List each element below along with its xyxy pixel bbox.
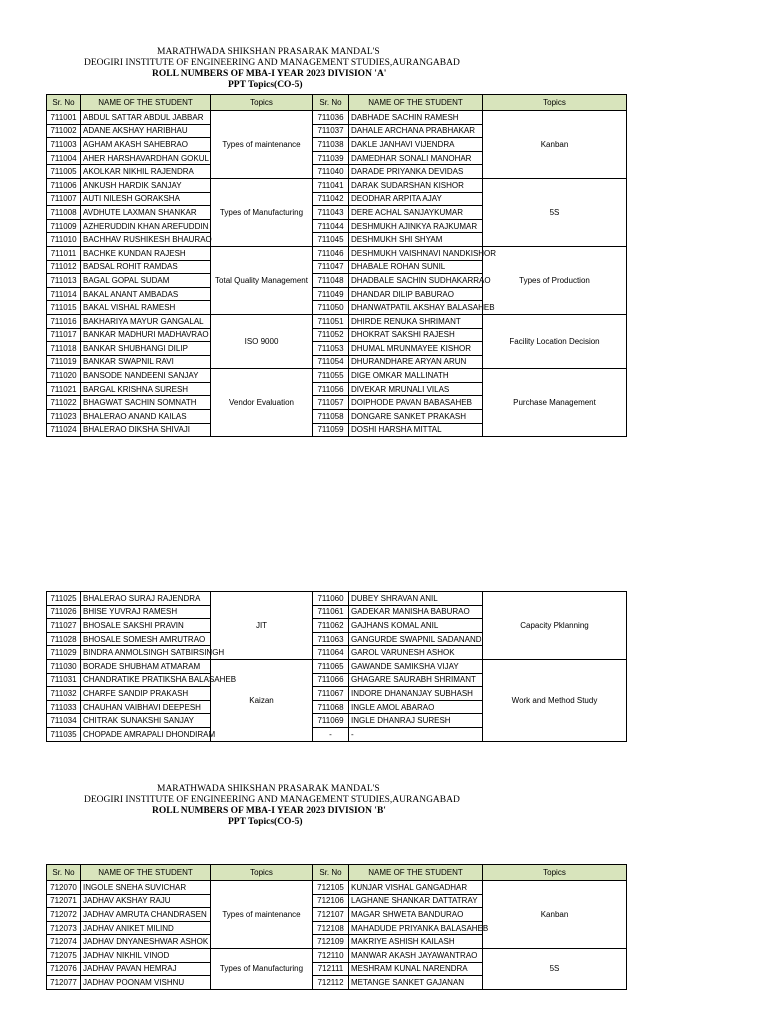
student-name: INGLE DHANRAJ SURESH	[349, 714, 483, 728]
student-name: DIGE OMKAR MALLINATH	[349, 369, 483, 383]
student-name: DOIPHODE PAVAN BABASAHEB	[349, 396, 483, 410]
roll-number: 712076	[47, 962, 81, 976]
student-name: GANGURDE SWAPNIL SADANAND	[349, 632, 483, 646]
roll-number: 711021	[47, 382, 81, 396]
roll-number: 711046	[313, 246, 349, 260]
student-name: BHALERAO SURAJ RAJENDRA	[81, 592, 211, 606]
roll-number: 711049	[313, 287, 349, 301]
column-header: Topics	[211, 865, 313, 881]
roll-number: 711029	[47, 646, 81, 660]
student-name: DUBEY SHRAVAN ANIL	[349, 592, 483, 606]
column-header: Sr. No	[47, 865, 81, 881]
roll-number: 711062	[313, 619, 349, 633]
student-name: BHAGWAT SACHIN SOMNATH	[81, 396, 211, 410]
roll-number: 711005	[47, 165, 81, 179]
topic-cell: Facility Location Decision	[483, 314, 627, 368]
student-name: DAMEDHAR SONALI MANOHAR	[349, 151, 483, 165]
student-name: AZHERUDDIN KHAN AREFUDDIN	[81, 219, 211, 233]
topic-cell: Purchase Management	[483, 369, 627, 437]
roll-number: 711031	[47, 673, 81, 687]
student-name: AVDHUTE LAXMAN SHANKAR	[81, 206, 211, 220]
roll-number: 711052	[313, 328, 349, 342]
header-line-4: PPT Topics(CO-5)	[228, 817, 303, 827]
student-name: DHANWATPATIL AKSHAY BALASAHEB	[349, 301, 483, 315]
roll-number: 711016	[47, 314, 81, 328]
topic-cell: Types of maintenance	[211, 111, 313, 179]
student-name: BACHHAV RUSHIKESH BHAURAO	[81, 233, 211, 247]
roll-number: 711015	[47, 301, 81, 315]
topic-cell: ISO 9000	[211, 314, 313, 368]
student-name: DESHMUKH SHI SHYAM	[349, 233, 483, 247]
student-name: DEODHAR ARPITA AJAY	[349, 192, 483, 206]
roll-number: 711043	[313, 206, 349, 220]
topic-cell: 5S	[483, 948, 627, 989]
student-name: CHITRAK SUNAKSHI SANJAY	[81, 714, 211, 728]
student-name: BAKAL VISHAL RAMESH	[81, 301, 211, 315]
roll-number: 711063	[313, 632, 349, 646]
student-name: MAHADUDE PRIYANKA BALASAHEB	[349, 921, 483, 935]
roll-number: 711068	[313, 700, 349, 714]
student-name: GAJHANS KOMAL ANIL	[349, 619, 483, 633]
student-name: DAHALE ARCHANA PRABHAKAR	[349, 124, 483, 138]
student-name: JADHAV AMRUTA CHANDRASEN	[81, 908, 211, 922]
column-header: NAME OF THE STUDENT	[81, 95, 211, 111]
student-name: DAKLE JANHAVI VIJENDRA	[349, 138, 483, 152]
column-header: Sr. No	[313, 865, 349, 881]
roll-number: 711069	[313, 714, 349, 728]
roll-number: 711047	[313, 260, 349, 274]
student-name: BHALERAO DIKSHA SHIVAJI	[81, 423, 211, 437]
student-name: BARGAL KRISHNA SURESH	[81, 382, 211, 396]
student-name: BHALERAO ANAND KAILAS	[81, 410, 211, 424]
topic-cell: Kaizan	[211, 659, 313, 741]
roll-number: 711036	[313, 111, 349, 125]
roll-number: 711006	[47, 178, 81, 192]
header-line-1: MARATHWADA SHIKSHAN PRASARAK MANDAL'S	[157, 784, 380, 794]
student-name: BHOSALE SAKSHI PRAVIN	[81, 619, 211, 633]
roll-number: 712074	[47, 935, 81, 949]
student-name: BHOSALE SOMESH AMRUTRAO	[81, 632, 211, 646]
student-name: JADHAV NIKHIL VINOD	[81, 948, 211, 962]
division-b-table	[46, 864, 627, 990]
student-name: METANGE SANKET GAJANAN	[349, 976, 483, 990]
student-name: MESHRAM KUNAL NARENDRA	[349, 962, 483, 976]
topic-cell: Types of Production	[483, 246, 627, 314]
roll-number: 711003	[47, 138, 81, 152]
roll-number: 711022	[47, 396, 81, 410]
roll-number: 711057	[313, 396, 349, 410]
roll-number: 711023	[47, 410, 81, 424]
topic-cell: Types of Manufacturing	[211, 948, 313, 989]
roll-number: 712111	[313, 962, 349, 976]
roll-number: 712109	[313, 935, 349, 949]
student-name: DHADBALE SACHIN SUDHAKARRAO	[349, 274, 483, 288]
roll-number: 711051	[313, 314, 349, 328]
student-name: BADSAL ROHIT RAMDAS	[81, 260, 211, 274]
division-a-table-2	[46, 591, 627, 742]
table-header-row	[47, 95, 627, 111]
roll-number: 711035	[47, 727, 81, 741]
roll-number: 711020	[47, 369, 81, 383]
roll-number: 711065	[313, 659, 349, 673]
student-name: ANKUSH HARDIK SANJAY	[81, 178, 211, 192]
division-a-header	[0, 47, 768, 91]
column-header: Sr. No	[313, 95, 349, 111]
roll-number: 711067	[313, 687, 349, 701]
student-name: MAGAR SHWETA BANDURAO	[349, 908, 483, 922]
student-name: INGOLE SNEHA SUVICHAR	[81, 881, 211, 895]
roll-number: 711060	[313, 592, 349, 606]
roll-number: 712107	[313, 908, 349, 922]
student-name: CHOPADE AMRAPALI DHONDIRAM	[81, 727, 211, 741]
roll-number: 711004	[47, 151, 81, 165]
topic-cell: Total Quality Management	[211, 246, 313, 314]
topic-cell: JIT	[211, 592, 313, 660]
column-header: NAME OF THE STUDENT	[81, 865, 211, 881]
table-row	[47, 314, 627, 328]
roll-number: 711053	[313, 342, 349, 356]
roll-number: 711028	[47, 632, 81, 646]
roll-number: 711019	[47, 355, 81, 369]
header-line-1: MARATHWADA SHIKSHAN PRASARAK MANDAL'S	[157, 47, 380, 57]
student-name: ADANE AKSHAY HARIBHAU	[81, 124, 211, 138]
roll-number: 711040	[313, 165, 349, 179]
student-name: JADHAV AKSHAY RAJU	[81, 894, 211, 908]
table-row	[47, 178, 627, 192]
roll-number: 711018	[47, 342, 81, 356]
roll-number: 711034	[47, 714, 81, 728]
roll-number: 711014	[47, 287, 81, 301]
student-name: LAGHANE SHANKAR DATTATRAY	[349, 894, 483, 908]
student-name: DHOKRAT SAKSHI RAJESH	[349, 328, 483, 342]
student-name: BANKAR MADHURI MADHAVRAO	[81, 328, 211, 342]
student-name: DHUMAL MRUNMAYEE KISHOR	[349, 342, 483, 356]
roll-number: 712070	[47, 881, 81, 895]
roll-number: 711042	[313, 192, 349, 206]
roll-number: 711064	[313, 646, 349, 660]
topic-cell: Work and Method Study	[483, 659, 627, 741]
roll-number: 712106	[313, 894, 349, 908]
student-name: BORADE SHUBHAM ATMARAM	[81, 659, 211, 673]
student-name: BANKAR SWAPNIL RAVI	[81, 355, 211, 369]
roll-number: -	[313, 727, 349, 741]
roll-number: 711038	[313, 138, 349, 152]
student-name: DHIRDE RENUKA SHRIMANT	[349, 314, 483, 328]
roll-number: 711011	[47, 246, 81, 260]
student-name: DESHMUKH VAISHNAVI NANDKISHOR	[349, 246, 483, 260]
roll-number: 711039	[313, 151, 349, 165]
division-b-header	[0, 784, 768, 828]
roll-number: 711066	[313, 673, 349, 687]
topic-cell: Kanban	[483, 881, 627, 949]
roll-number: 711026	[47, 605, 81, 619]
student-name: DARADE PRIYANKA DEVIDAS	[349, 165, 483, 179]
student-name: DESHMUKH AJINKYA RAJKUMAR	[349, 219, 483, 233]
student-name: GADEKAR MANISHA BABURAO	[349, 605, 483, 619]
roll-number: 711061	[313, 605, 349, 619]
roll-number: 712105	[313, 881, 349, 895]
student-name: DHURANDHARE ARYAN ARUN	[349, 355, 483, 369]
division-a-table-1	[46, 94, 627, 437]
student-name: CHARFE SANDIP PRAKASH	[81, 687, 211, 701]
student-name: JADHAV POONAM VISHNU	[81, 976, 211, 990]
header-line-3: ROLL NUMBERS OF MBA-I YEAR 2023 DIVISION 'A'	[152, 69, 387, 79]
student-name: DERE ACHAL SANJAYKUMAR	[349, 206, 483, 220]
roll-number: 711058	[313, 410, 349, 424]
column-header: NAME OF THE STUDENT	[349, 865, 483, 881]
table-row	[47, 246, 627, 260]
student-name: INGLE AMOL ABARAO	[349, 700, 483, 714]
student-name: -	[349, 727, 483, 741]
topic-cell: Capacity Pklanning	[483, 592, 627, 660]
roll-number: 712108	[313, 921, 349, 935]
column-header: NAME OF THE STUDENT	[349, 95, 483, 111]
student-name: JADHAV PAVAN HEMRAJ	[81, 962, 211, 976]
roll-number: 711044	[313, 219, 349, 233]
table-header-row	[47, 865, 627, 881]
topic-cell: Kanban	[483, 111, 627, 179]
student-name: GAROL VARUNESH ASHOK	[349, 646, 483, 660]
student-name: DIVEKAR MRUNALI VILAS	[349, 382, 483, 396]
student-name: DABHADE SACHIN RAMESH	[349, 111, 483, 125]
column-header: Topics	[211, 95, 313, 111]
roll-number: 712077	[47, 976, 81, 990]
table-row	[47, 111, 627, 125]
table-row	[47, 881, 627, 895]
roll-number: 711054	[313, 355, 349, 369]
roll-number: 711037	[313, 124, 349, 138]
roll-number: 711050	[313, 301, 349, 315]
student-name: BANKAR SHUBHANGI DILIP	[81, 342, 211, 356]
roll-number: 711001	[47, 111, 81, 125]
table-row	[47, 948, 627, 962]
student-name: AHER HARSHAVARDHAN GOKUL	[81, 151, 211, 165]
student-name: MANWAR AKASH JAYAWANTRAO	[349, 948, 483, 962]
roll-number: 711024	[47, 423, 81, 437]
roll-number: 712110	[313, 948, 349, 962]
roll-number: 711007	[47, 192, 81, 206]
roll-number: 711056	[313, 382, 349, 396]
student-name: DHABALE ROHAN SUNIL	[349, 260, 483, 274]
column-header: Topics	[483, 95, 627, 111]
roll-number: 711027	[47, 619, 81, 633]
student-name: INDORE DHANANJAY SUBHASH	[349, 687, 483, 701]
table-row	[47, 592, 627, 606]
roll-number: 712072	[47, 908, 81, 922]
roll-number: 711009	[47, 219, 81, 233]
table-row	[47, 369, 627, 383]
roll-number: 711055	[313, 369, 349, 383]
student-name: AKOLKAR NIKHIL RAJENDRA	[81, 165, 211, 179]
student-name: BANSODE NANDEENI SANJAY	[81, 369, 211, 383]
roll-number: 711045	[313, 233, 349, 247]
student-name: KUNJAR VISHAL GANGADHAR	[349, 881, 483, 895]
roll-number: 711012	[47, 260, 81, 274]
student-name: JADHAV DNYANESHWAR ASHOK	[81, 935, 211, 949]
roll-number: 711033	[47, 700, 81, 714]
header-line-2: DEOGIRI INSTITUTE OF ENGINEERING AND MANAGEMENT STUDIES,AURANGABAD	[84, 58, 460, 68]
topic-cell: Types of maintenance	[211, 881, 313, 949]
student-name: JADHAV ANIKET MILIND	[81, 921, 211, 935]
roll-number: 711008	[47, 206, 81, 220]
student-name: MAKRIYE ASHISH KAILASH	[349, 935, 483, 949]
roll-number: 711013	[47, 274, 81, 288]
roll-number: 711041	[313, 178, 349, 192]
student-name: BAKAL ANANT AMBADAS	[81, 287, 211, 301]
topic-cell: Vendor Evaluation	[211, 369, 313, 437]
roll-number: 711048	[313, 274, 349, 288]
topic-cell: 5S	[483, 178, 627, 246]
header-line-4: PPT Topics(CO-5)	[228, 80, 303, 90]
student-name: BACHKE KUNDAN RAJESH	[81, 246, 211, 260]
roll-number: 711002	[47, 124, 81, 138]
student-name: DOSHI HARSHA MITTAL	[349, 423, 483, 437]
roll-number: 711030	[47, 659, 81, 673]
student-name: GHAGARE SAURABH SHRIMANT	[349, 673, 483, 687]
student-name: GAWANDE SAMIKSHA VIJAY	[349, 659, 483, 673]
student-name: BAKHARIYA MAYUR GANGALAL	[81, 314, 211, 328]
student-name: DARAK SUDARSHAN KISHOR	[349, 178, 483, 192]
table-row	[47, 659, 627, 673]
student-name: AGHAM AKASH SAHEBRAO	[81, 138, 211, 152]
roll-number: 711059	[313, 423, 349, 437]
roll-number: 711025	[47, 592, 81, 606]
student-name: DHANDAR DILIP BABURAO	[349, 287, 483, 301]
student-name: BINDRA ANMOLSINGH SATBIRSINGH	[81, 646, 211, 660]
roll-number: 711010	[47, 233, 81, 247]
student-name: CHANDRATIKE PRATIKSHA BALASAHEB	[81, 673, 211, 687]
student-name: AUTI NILESH GORAKSHA	[81, 192, 211, 206]
roll-number: 711032	[47, 687, 81, 701]
header-line-2: DEOGIRI INSTITUTE OF ENGINEERING AND MANAGEMENT STUDIES,AURANGABAD	[84, 795, 460, 805]
topic-cell: Types of Manufacturing	[211, 178, 313, 246]
roll-number: 712112	[313, 976, 349, 990]
student-name: DONGARE SANKET PRAKASH	[349, 410, 483, 424]
student-name: BHISE YUVRAJ RAMESH	[81, 605, 211, 619]
roll-number: 712075	[47, 948, 81, 962]
roll-number: 711017	[47, 328, 81, 342]
header-line-3: ROLL NUMBERS OF MBA-I YEAR 2023 DIVISION 'B'	[152, 806, 386, 816]
student-name: ABDUL SATTAR ABDUL JABBAR	[81, 111, 211, 125]
student-name: BAGAL GOPAL SUDAM	[81, 274, 211, 288]
column-header: Sr. No	[47, 95, 81, 111]
roll-number: 712071	[47, 894, 81, 908]
roll-number: 712073	[47, 921, 81, 935]
student-name: CHAUHAN VAIBHAVI DEEPESH	[81, 700, 211, 714]
column-header: Topics	[483, 865, 627, 881]
